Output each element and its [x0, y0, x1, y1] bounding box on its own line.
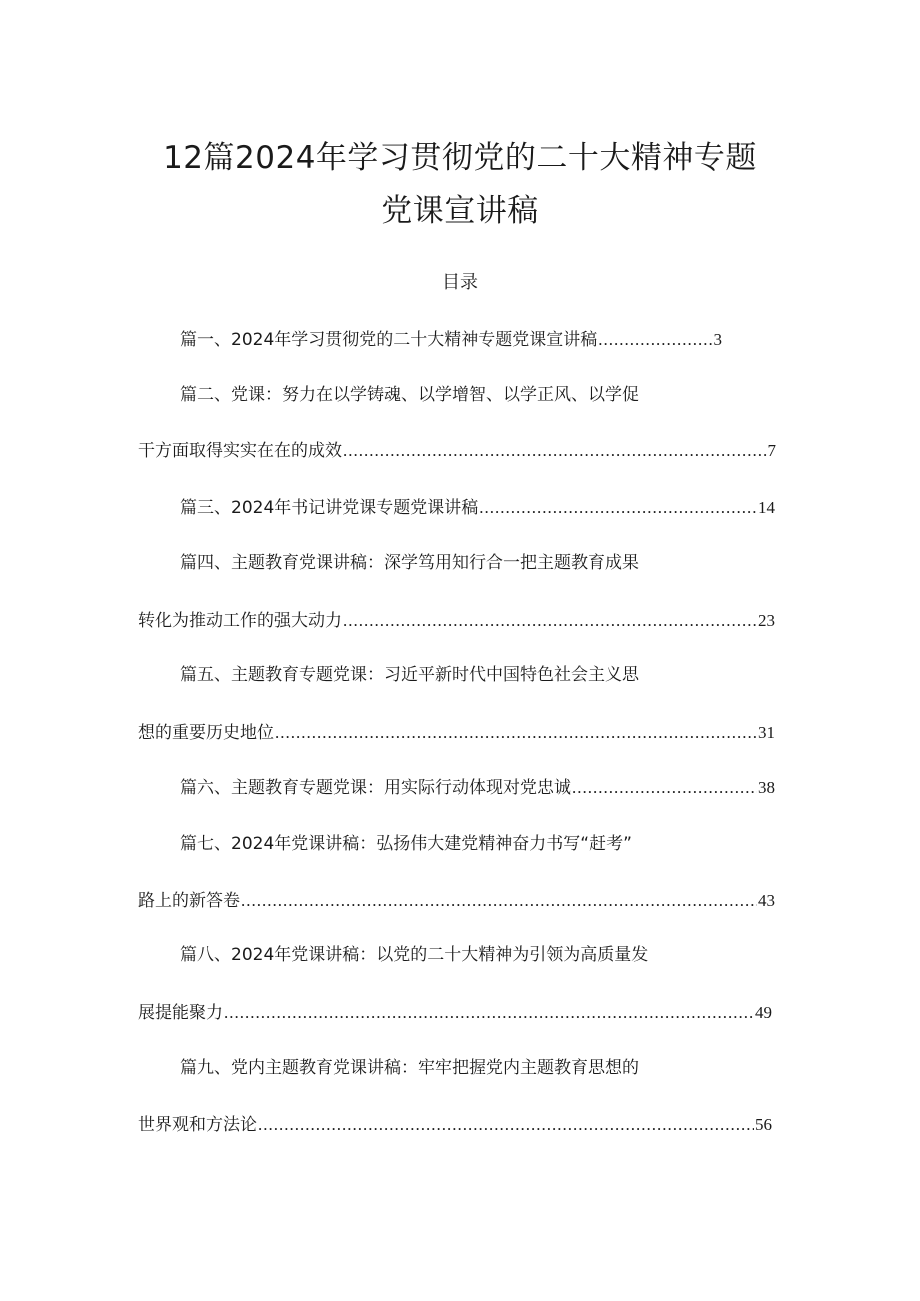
document-title-line-1: 12篇2024年学习贯彻党的二十大精神专题	[163, 140, 757, 176]
toc-leader-dots	[343, 442, 767, 459]
toc-entry-2-continued[interactable]	[138, 442, 776, 460]
toc-leader-dots	[241, 892, 757, 909]
toc-entry-4-continued[interactable]	[138, 612, 775, 630]
toc-entry-text: 篇七、2024年党课讲稿：弘扬伟大建党精神奋力书写“赶考”	[180, 834, 632, 854]
toc-page-number: 56	[755, 1115, 772, 1134]
toc-entry-text: 篇一、2024年学习贯彻党的二十大精神专题党课宣讲稿	[180, 330, 598, 350]
toc-page-number: 31	[758, 723, 775, 742]
toc-entry-7[interactable]	[180, 836, 632, 853]
toc-entry-text: 转化为推动工作的强大动力	[138, 611, 342, 631]
toc-entry-text: 篇五、主题教育专题党课：习近平新时代中国特色社会主义思	[180, 665, 639, 685]
toc-entry-text: 世界观和方法论	[138, 1115, 257, 1135]
toc-leader-dots	[598, 331, 712, 348]
toc-heading: 目录	[442, 272, 478, 293]
toc-leader-dots	[258, 1116, 754, 1133]
toc-entry-2[interactable]	[180, 387, 639, 404]
toc-entry-8-continued[interactable]	[138, 1004, 772, 1022]
toc-page-number: 3	[713, 330, 722, 349]
toc-page-number: 23	[758, 611, 775, 630]
toc-page-number: 43	[758, 891, 775, 910]
toc-entry-5[interactable]	[180, 667, 639, 684]
toc-entry-text: 篇二、党课：努力在以学铸魂、以学增智、以学正风、以学促	[180, 385, 639, 405]
toc-page-number: 14	[758, 498, 775, 517]
toc-entry-text: 展提能聚力	[138, 1003, 223, 1023]
toc-page-number: 49	[755, 1003, 772, 1022]
document-title-line-2: 党课宣讲稿	[381, 193, 539, 229]
toc-leader-dots	[479, 499, 757, 516]
toc-entry-7-continued[interactable]	[138, 892, 775, 910]
toc-leader-dots	[275, 724, 757, 741]
toc-entry-9[interactable]	[180, 1060, 639, 1077]
toc-entry-text: 篇四、主题教育党课讲稿：深学笃用知行合一把主题教育成果	[180, 553, 639, 573]
toc-entry-6[interactable]	[180, 779, 775, 797]
toc-entry-text: 篇六、主题教育专题党课：用实际行动体现对党忠诚	[180, 778, 571, 798]
toc-leader-dots	[224, 1004, 754, 1021]
toc-entry-9-continued[interactable]	[138, 1116, 772, 1134]
toc-entry-text: 篇三、2024年书记讲党课专题党课讲稿	[180, 498, 479, 518]
toc-leader-dots	[572, 779, 757, 796]
toc-page-number: 38	[758, 778, 775, 797]
toc-entry-1[interactable]	[180, 331, 722, 349]
toc-entry-text: 想的重要历史地位	[138, 723, 274, 743]
toc-leader-dots	[343, 612, 757, 629]
toc-page-number: 7	[767, 441, 776, 460]
toc-entry-text: 篇八、2024年党课讲稿：以党的二十大精神为引领为高质量发	[180, 945, 649, 965]
toc-entry-8[interactable]	[180, 947, 648, 964]
toc-entry-3[interactable]	[180, 499, 775, 517]
toc-entry-text: 路上的新答卷	[138, 891, 240, 911]
toc-entry-text: 篇九、党内主题教育党课讲稿：牢牢把握党内主题教育思想的	[180, 1058, 639, 1078]
toc-entry-text: 干方面取得实实在在的成效	[138, 441, 342, 461]
toc-entry-4[interactable]	[180, 555, 639, 572]
toc-entry-5-continued[interactable]	[138, 724, 775, 742]
